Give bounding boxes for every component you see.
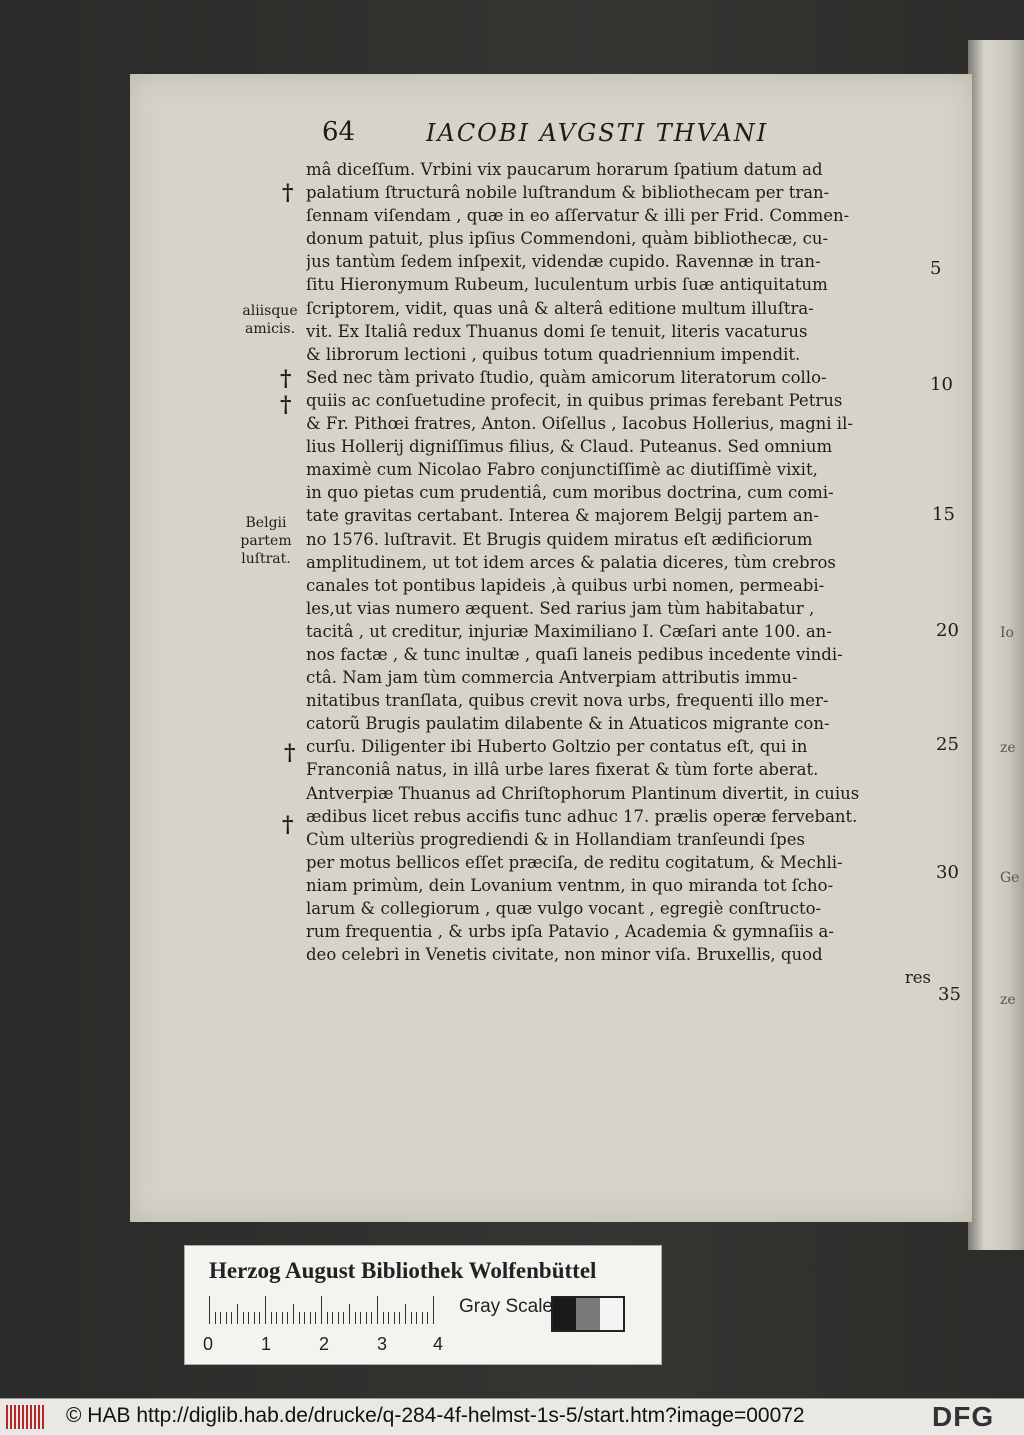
margin-note-line: Belgii	[245, 515, 287, 531]
ruler-tick	[248, 1312, 249, 1324]
ruler-tick	[355, 1312, 356, 1324]
ruler-tick	[332, 1312, 333, 1324]
text-line: ſitu Hieronymum Rubeum, luculentum urbis ſuæ antiquitatum	[306, 275, 828, 295]
body-text	[306, 158, 941, 989]
ruler-number: 2	[319, 1334, 330, 1354]
page-header	[322, 117, 842, 151]
ruler-tick	[349, 1304, 350, 1324]
dfg-logo: DFG	[932, 1401, 995, 1432]
ruler-tick	[366, 1312, 367, 1324]
text-line: & Fr. Pithœi fratres, Anton. Oiſellus , Iacobus Hollerius, magni il-	[306, 414, 853, 434]
dagger-mark: †	[280, 392, 292, 418]
text-line: palatium ſtructurâ nobile luſtrandum & bibliothecam per tran-	[306, 183, 830, 203]
facing-page-edge	[968, 40, 1024, 1250]
line-number: 30	[936, 862, 959, 883]
ruler-number: 3	[377, 1334, 388, 1354]
line-number: 10	[930, 374, 953, 395]
ruler-tick	[282, 1312, 283, 1324]
text-line: amplitudinem, ut tot idem arces & palatia diceres, tùm crebros	[306, 552, 836, 572]
line-number: 35	[938, 984, 961, 1005]
ruler-tick	[416, 1312, 417, 1324]
ruler-tick	[360, 1312, 361, 1324]
ruler-tick	[254, 1312, 255, 1324]
edge-fragment: ze	[1000, 992, 1016, 1008]
text-line: in quo pietas cum prudentiâ, cum moribus doctrina, cum comi-	[306, 483, 834, 503]
text-line: quiis ac conſuetudine profecit, in quibus primas ferebant Petrus	[306, 390, 843, 410]
edge-fragment: ze	[1000, 740, 1016, 756]
gray-scale-swatch	[551, 1296, 625, 1332]
text-line: nos factæ , & tunc inultæ , quaſi laneis pedibus incedente vindi-	[306, 644, 843, 664]
ruler-tick	[394, 1312, 395, 1324]
gray-swatch-white	[600, 1298, 623, 1330]
text-line: maximè cum Nicolao Fabro conjunctiſſimè ac diutiſſimè vixit,	[306, 460, 818, 480]
page-number: 64	[322, 117, 356, 147]
edge-fragment: Ge	[1000, 870, 1020, 886]
text-line: no 1576. luſtravit. Et Brugis quidem miratus eſt ædificiorum	[306, 529, 813, 549]
ruler-tick	[299, 1312, 300, 1324]
text-line: vit. Ex Italiâ redux Thuanus domi ſe tenuit, literis vacaturus	[306, 321, 808, 341]
scale-ruler	[209, 1296, 435, 1324]
ruler-number: 0	[203, 1334, 214, 1354]
catchword: res	[904, 968, 931, 988]
footer-source-url[interactable]: © HAB http://diglib.hab.de/drucke/q-284-4f-helmst-1s-5/start.htm?image=00072	[66, 1404, 805, 1427]
text-line: tacitâ , ut creditur, injuriæ Maximiliano I. Cæſari ante 100. an-	[306, 621, 832, 641]
text-line: larum & collegiorum , quæ vulgo vocant , egregiè conſtructo-	[306, 899, 822, 918]
line-number: 25	[936, 734, 959, 755]
ruler-tick	[271, 1312, 272, 1324]
ruler-tick	[399, 1312, 400, 1324]
ruler-tick	[209, 1296, 210, 1324]
text-line: ctâ. Nam jam tùm commercia Antverpiam attributis immu-	[306, 668, 798, 688]
text-line: Cùm ulteriùs progrediendi & in Hollandiam tranſeundi ſpes	[306, 829, 805, 849]
text-line: per motus bellicos eſſet præciſa, de reditu cogitatum, & Mechli-	[306, 852, 843, 872]
ruler-tick	[338, 1312, 339, 1324]
library-name: Herzog August Bibliothek Wolfenbüttel	[209, 1258, 597, 1283]
ruler-tick	[388, 1312, 389, 1324]
margin-note-line: partem	[240, 533, 292, 549]
ruler-tick	[276, 1312, 277, 1324]
gray-swatch-black	[553, 1298, 576, 1330]
ruler-tick	[433, 1296, 434, 1324]
ruler-tick	[259, 1312, 260, 1324]
ruler-number: 4	[433, 1334, 444, 1354]
ruler-tick	[304, 1312, 305, 1324]
ruler-tick	[293, 1304, 294, 1324]
text-line: ſennam viſendam , quæ in eo aſſervatur & illi per Frid. Commen-	[306, 206, 850, 226]
text-line: Sed nec tàm privato ſtudio, quàm amicorum literatorum collo-	[306, 367, 827, 387]
hab-logo-icon	[6, 1405, 48, 1429]
text-line: rum frequentia , & urbs ipſa Patavio , Academia & gymnaſiis a-	[306, 922, 834, 942]
text-line: mâ diceſſum. Vrbini vix paucarum horarum ſpatium datum ad	[306, 160, 823, 179]
dagger-mark: †	[282, 812, 294, 838]
ruler-tick	[315, 1312, 316, 1324]
ruler-tick	[422, 1312, 423, 1324]
ruler-tick	[215, 1312, 216, 1324]
gray-scale-label: Gray Scale	[459, 1296, 553, 1317]
ruler-tick	[383, 1312, 384, 1324]
text-line: deo celebri in Venetis civitate, non minor viſa. Bruxellis, quod	[306, 945, 823, 965]
ruler-tick	[321, 1296, 322, 1324]
ruler-tick	[427, 1312, 428, 1324]
text-line: ædibus licet rebus accifis tunc adhuc 17. prælis operæ fervebant.	[306, 806, 858, 826]
ruler-tick	[243, 1312, 244, 1324]
text-line: tate gravitas certabant. Interea & majorem Belgij partem an-	[306, 506, 819, 526]
ruler-tick	[377, 1296, 378, 1324]
text-line: jus tantùm ſedem inſpexit, videndæ cupido. Ravennæ in tran-	[306, 252, 821, 272]
margin-note-belgii	[236, 514, 296, 568]
margin-note-line: aliisque	[242, 303, 298, 319]
text-line: canales tot pontibus lapideis ,à quibus urbi nomen, permeabi-	[306, 575, 825, 595]
margin-note-line: amicis.	[244, 321, 296, 337]
dagger-mark: †	[284, 740, 296, 766]
margin-note-line: luſtrat.	[241, 551, 291, 567]
line-number: 5	[930, 258, 942, 279]
ruler-tick	[343, 1312, 344, 1324]
dagger-mark: †	[282, 180, 294, 206]
text-line: & librorum lectioni , quibus totum quadriennium impendit.	[306, 344, 801, 364]
ruler-tick	[226, 1312, 227, 1324]
text-line: donum patuit, plus ipſius Commendoni, quàm bibliothecæ, cu-	[306, 229, 829, 249]
margin-note-amicis	[240, 302, 300, 338]
ruler-tick	[411, 1312, 412, 1324]
footer-bar	[0, 1398, 1024, 1435]
line-number: 20	[936, 620, 959, 641]
text-line: curſu. Diligenter ibi Huberto Goltzio per contatus eſt, qui in	[306, 737, 808, 757]
gray-swatch-mid	[576, 1298, 599, 1330]
text-line: ſcriptorem, vidit, quas unâ & alterâ editione multum illuſtra-	[306, 298, 814, 318]
ruler-tick	[231, 1312, 232, 1324]
ruler-tick	[327, 1312, 328, 1324]
line-number: 15	[932, 504, 955, 525]
text-line: niam primùm, dein Lovanium ventnm, in quo miranda tot ſcho-	[306, 875, 834, 895]
ruler-tick	[237, 1304, 238, 1324]
ruler-tick	[310, 1312, 311, 1324]
text-line: les,ut vias numero æquent. Sed rarius jam tùm habitabatur ,	[306, 598, 815, 618]
text-line: Franconiâ natus, in illâ urbe lares fixerat & tùm forte aberat.	[306, 760, 819, 780]
text-line: lius Hollerij digniſſimus filius, & Claud. Puteanus. Sed omnium	[306, 437, 833, 457]
ruler-tick	[220, 1312, 221, 1324]
ruler-tick	[371, 1312, 372, 1324]
dagger-mark: †	[280, 366, 292, 392]
text-line: Antverpiæ Thuanus ad Chriſtophorum Plantinum divertit, in cuius	[306, 783, 860, 803]
running-head: IACOBI AVGSTI THVANI	[426, 119, 769, 147]
library-color-card	[184, 1245, 662, 1365]
ruler-tick	[265, 1296, 266, 1324]
edge-fragment: Io	[1000, 625, 1014, 641]
ruler-tick	[287, 1312, 288, 1324]
text-line: nitatibus tranſlata, quibus crevit nova urbs, frequenti illo mer-	[306, 691, 829, 711]
ruler-tick	[405, 1304, 406, 1324]
text-line: catorũ Brugis paulatim dilabente & in Atuaticos migrante con-	[306, 714, 830, 734]
ruler-numbers	[203, 1334, 453, 1356]
ruler-number: 1	[261, 1334, 272, 1354]
